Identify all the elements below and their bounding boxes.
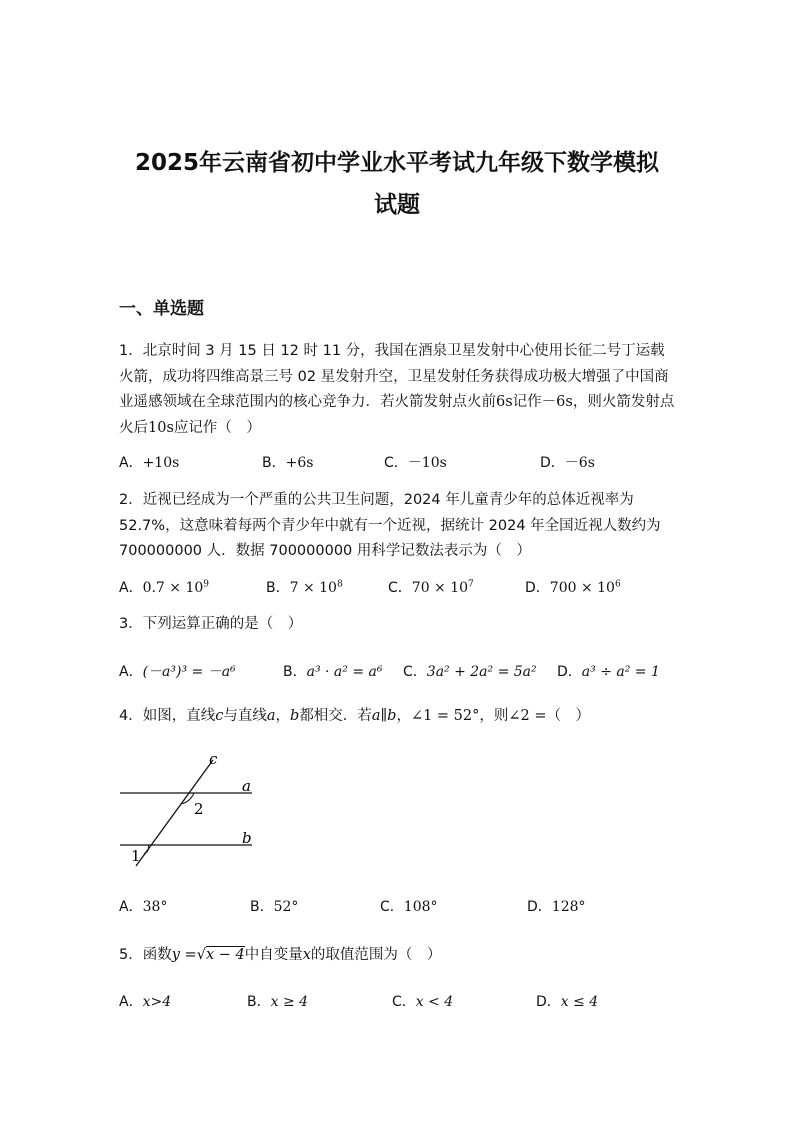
document-title-line1: 2025年云南省初中学业水平考试九年级下数学模拟 <box>134 150 659 176</box>
section-heading: 一、单选题 <box>119 299 204 319</box>
label-c: c <box>209 750 218 768</box>
q2-option-d[interactable]: D．$700 \times 10^6$ <box>525 579 621 596</box>
question-5-text: 5．函数y =√x − 4中自变量x的取值范围为（ ） <box>119 947 442 963</box>
question-2-text: 2．近视已经成为一个严重的公共卫生问题，2024 年儿童青少年的总体近视率为 52.7%，这意味着每两个青少年中就有一个近视，据统计 2024 年全国近视人数约为 700000000 人．数据 700000000 用科学记数法表示为（ ） <box>119 492 661 559</box>
q3-option-d[interactable]: D．a³ ÷ a² = 1 <box>557 664 660 680</box>
sqrt-sign: √ <box>196 947 206 963</box>
q2-option-b[interactable]: B．$7 \times 10^8$ <box>266 579 343 596</box>
q5-option-b[interactable]: B．x ≥ 4 <box>247 994 309 1010</box>
q1-option-c[interactable]: C．－10s <box>384 455 447 471</box>
parallel-lines-figure <box>110 748 270 868</box>
document-title-line2: 试题 <box>374 192 420 218</box>
label-b: b <box>242 829 252 847</box>
q5-option-a[interactable]: A．x>4 <box>119 994 172 1010</box>
question-4-text: 4．如图，直线c与直线a，b都相交．若a∥b，∠1 = 52°，则∠2 =（ ） <box>119 708 591 724</box>
q3-option-c[interactable]: C．3a² + 2a² = 5a² <box>403 664 537 680</box>
q4-option-d[interactable]: D．128° <box>527 899 586 915</box>
q2-option-a[interactable]: A．$0.7 \times 10^9$ <box>119 579 210 596</box>
q3-option-a[interactable]: A．(－a³)³ = －a⁶ <box>119 664 236 680</box>
label-2: 2 <box>194 800 204 818</box>
q2-option-c[interactable]: C．$70 \times 10^7$ <box>388 579 474 596</box>
q3-option-b[interactable]: B．a³ · a² = a⁶ <box>283 664 383 680</box>
angle-1-arc <box>144 845 149 854</box>
q5-option-d[interactable]: D．x ≤ 4 <box>536 994 599 1010</box>
q1-option-b[interactable]: B．+6s <box>262 455 314 471</box>
question-3-text: 3．下列运算正确的是（ ） <box>119 616 303 632</box>
q5-option-c[interactable]: C．x < 4 <box>392 994 454 1010</box>
label-1: 1 <box>131 847 141 865</box>
q4-option-c[interactable]: C．108° <box>380 899 438 915</box>
q1-option-d[interactable]: D．－6s <box>540 455 595 471</box>
q4-option-b[interactable]: B．52° <box>250 899 299 915</box>
label-a: a <box>242 777 251 795</box>
q1-option-a[interactable]: A．+10s <box>119 455 180 471</box>
question-1-text: 1．北京时间 3 月 15 日 12 时 11 分，我国在酒泉卫星发射中心使用长征二号丁运载火箭，成功将四维高景三号 02 星发射升空，卫星发射任务获得成功极大增强了中国商业遥感领域在全球范围内的核心竞争力．若火箭发射点火前6s记作－6s，则火箭发射点火后10s应记作（ ） <box>119 343 675 436</box>
q4-option-a[interactable]: A．38° <box>119 899 168 915</box>
